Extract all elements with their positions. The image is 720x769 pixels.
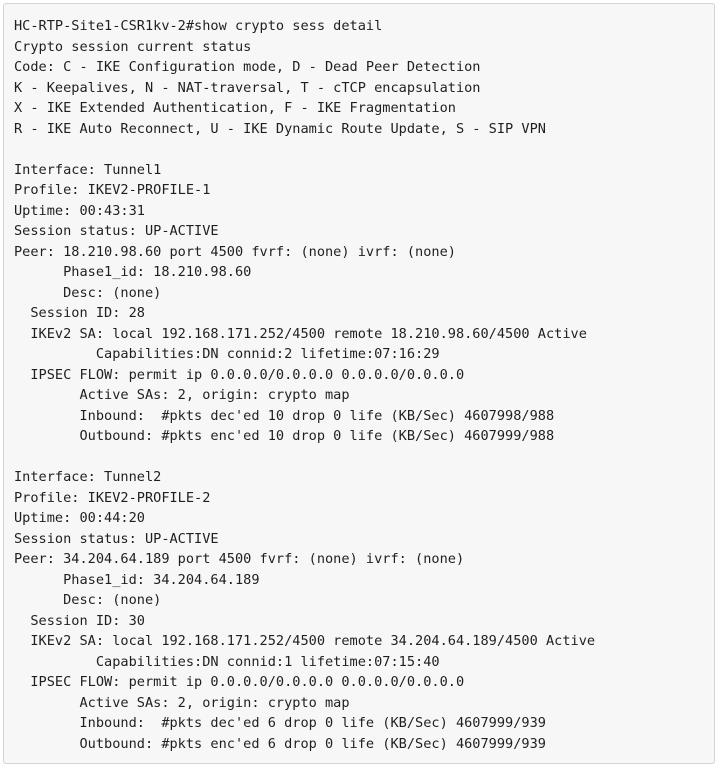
blank-line — [14, 447, 714, 468]
command-prompt-line: HC-RTP-Site1-CSR1kv-2#show crypto sess detail — [14, 18, 383, 34]
tunnel1-session-id-line: Session ID: 28 — [14, 305, 145, 321]
tunnel2-capabilities-line: Capabilities:DN connid:1 lifetime:07:15:40 — [14, 653, 440, 670]
code-legend-line: X - IKE Extended Authentication, F - IKE Fragmentation — [14, 100, 456, 116]
tunnel2-outbound-line: Outbound: #pkts enc'ed 6 drop 0 life (KB/Sec) 4607999/939 — [14, 735, 546, 752]
tunnel2-uptime-line: Uptime: 00:44:20 — [14, 510, 145, 526]
tunnel1-uptime-line: Uptime: 00:43:31 — [14, 202, 145, 219]
tunnel1-session-status-line: Session status: UP-ACTIVE — [14, 223, 219, 239]
tunnel1-ikev2-sa-line: IKEv2 SA: local 192.168.171.252/4500 remote 18.210.98.60/4500 Active — [14, 325, 587, 342]
blank-line — [14, 139, 714, 160]
tunnel1-capabilities-line: Capabilities:DN connid:2 lifetime:07:16:29 — [14, 346, 440, 362]
tunnel1-phase1-id-line: Phase1_id: 18.210.98.60 — [14, 264, 252, 280]
tunnel1-desc-line: Desc: (none) — [14, 284, 162, 301]
tunnel2-session-id-line: Session ID: 30 — [14, 612, 145, 629]
tunnel1-ipsec-flow-line: IPSEC FLOW: permit ip 0.0.0.0/0.0.0.0 0.0.0.0/0.0.0.0 — [14, 366, 465, 383]
tunnel1-profile-line: Profile: IKEV2-PROFILE-1 — [14, 182, 211, 198]
tunnel2-phase1-id-line: Phase1_id: 34.204.64.189 — [14, 571, 260, 588]
tunnel2-profile-line: Profile: IKEV2-PROFILE-2 — [14, 489, 211, 506]
tunnel1-interface-line: Interface: Tunnel1 — [14, 161, 162, 178]
tunnel2-session-status-line: Session status: UP-ACTIVE — [14, 530, 219, 547]
tunnel2-active-sas-line: Active SAs: 2, origin: crypto map — [14, 694, 350, 711]
tunnel2-peer-line: Peer: 34.204.64.189 port 4500 fvrf: (none) ivrf: (none) — [14, 551, 465, 567]
tunnel2-ikev2-sa-line: IKEv2 SA: local 192.168.171.252/4500 remote 34.204.64.189/4500 Active — [14, 633, 596, 649]
tunnel2-interface-line: Interface: Tunnel2 — [14, 469, 162, 485]
tunnel1-active-sas-line: Active SAs: 2, origin: crypto map — [14, 387, 350, 403]
tunnel1-inbound-line: Inbound: #pkts dec'ed 10 drop 0 life (KB/Sec) 4607998/988 — [14, 407, 555, 424]
tunnel1-outbound-line: Outbound: #pkts enc'ed 10 drop 0 life (KB/Sec) 4607999/988 — [14, 428, 555, 444]
code-legend-line: Code: C - IKE Configuration mode, D - Dead Peer Detection — [14, 59, 481, 75]
terminal-output[interactable] — [3, 3, 715, 764]
tunnel2-inbound-line: Inbound: #pkts dec'ed 6 drop 0 life (KB/Sec) 4607999/939 — [14, 715, 546, 731]
tunnel2-desc-line: Desc: (none) — [14, 592, 162, 608]
code-legend-line: R - IKE Auto Reconnect, U - IKE Dynamic Route Update, S - SIP VPN — [14, 120, 546, 137]
code-legend-line: K - Keepalives, N - NAT-traversal, T - cTCP encapsulation — [14, 79, 481, 96]
tunnel2-ipsec-flow-line: IPSEC FLOW: permit ip 0.0.0.0/0.0.0.0 0.0.0.0/0.0.0.0 — [14, 674, 465, 690]
tunnel1-peer-line: Peer: 18.210.98.60 port 4500 fvrf: (none) ivrf: (none) — [14, 243, 456, 260]
status-heading-line: Crypto session current status — [14, 38, 252, 55]
